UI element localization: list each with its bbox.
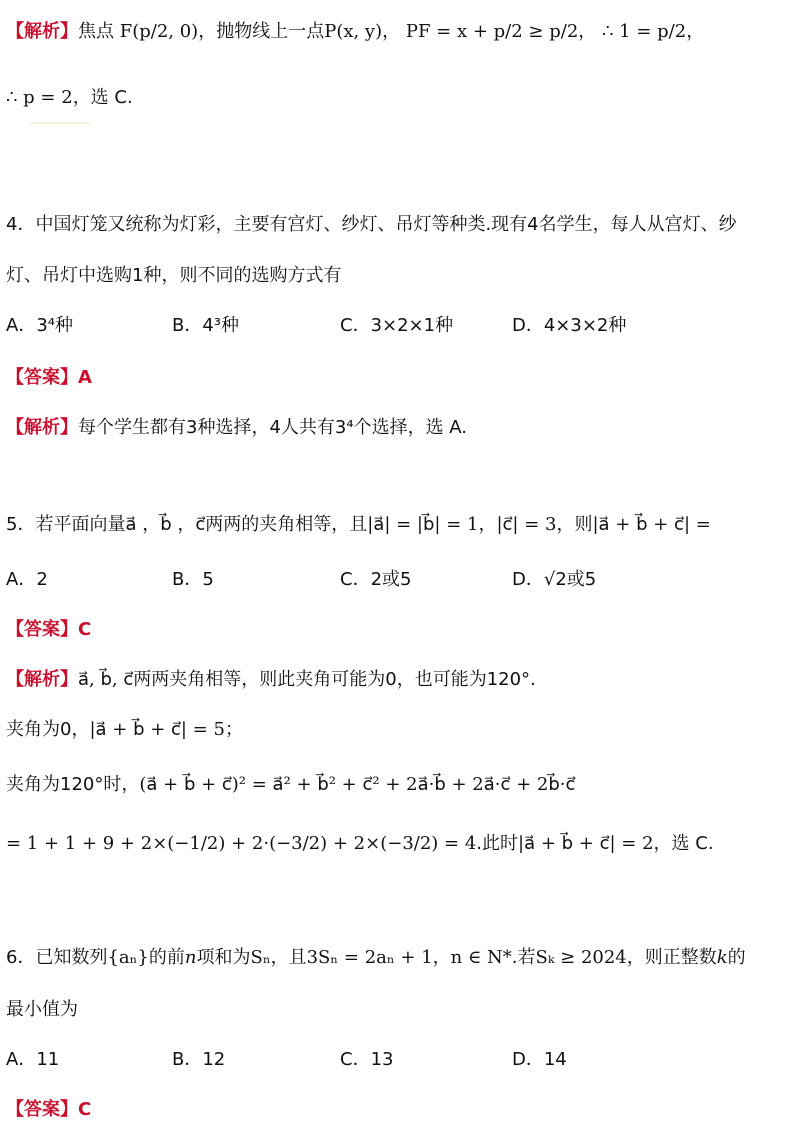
q6-option-d: D．14 — [512, 1049, 567, 1070]
answer-tag: 【答案】 — [6, 1099, 78, 1120]
q4-option-b: B．4³种 — [172, 315, 240, 336]
q5-answer — [6, 618, 91, 642]
q4-stem-line-1: 4．中国灯笼又统称为灯彩，主要有宫灯、纱灯、吊灯等种类.现有4名学生，每人从宫灯、纱 — [6, 214, 737, 235]
q5-option-c: C．2或5 — [340, 569, 412, 590]
q6-stem-line-2: 最小值为 — [6, 999, 78, 1020]
p-equation: ∴ 1 = p/2 — [602, 21, 687, 42]
q6-recurrence: 3Sₙ = 2aₙ + 1 — [306, 947, 433, 968]
q5-stem-line-1: 5．若平面向量a⃗ ，b⃗ ，c⃗两两的夹角相等，且|a⃗| = |b⃗| = 1，|c⃗| = 3，则|a⃗ + b⃗ + c⃗| = — [6, 514, 711, 535]
q4-answer — [6, 366, 92, 390]
q5-target: |a⃗ + b⃗ + c⃗| = — [592, 514, 711, 535]
q5-option-a: A．2 — [6, 569, 48, 590]
q4-analysis — [6, 416, 467, 440]
answer-tag: 【答案】 — [6, 367, 78, 388]
q4-option-d: D．4×3×2种 — [512, 315, 627, 336]
q4-option-c: C．3×2×1种 — [340, 315, 454, 336]
focus-expr: F(p/2, 0) — [119, 21, 199, 42]
q5-option-d: D．√2或5 — [512, 569, 597, 590]
q6-option-a: A．11 — [6, 1049, 60, 1070]
q5-analysis-line-4: = 1 + 1 + 9 + 2×(−1/2) + 2·(−3/2) + 2×(−3/2) = 4.此时|a⃗ + b⃗ + c⃗| = 2，选 C. — [6, 833, 714, 854]
q6-option-b: B．12 — [172, 1049, 226, 1070]
q4-option-a: A．3⁴种 — [6, 315, 73, 336]
analysis-tag: 【解析】 — [6, 669, 78, 690]
q4-answer-value: A — [78, 367, 92, 388]
q5-vectors: a⃗ ，b⃗ ，c⃗ — [125, 514, 206, 535]
prev-analysis-line-1: 【解析】焦点 F(p/2, 0)，抛物线上一点P(x, y)， PF = x + p/2 ≥ p/2， ∴ 1 = p/2， — [6, 21, 705, 42]
q5-answer-value: C — [78, 619, 92, 640]
q5-analysis-line-2: 夹角为0，|a⃗ + b⃗ + c⃗| = 5； — [6, 719, 243, 740]
q5-analysis-line-3: 夹角为120°时，(a⃗ + b⃗ + c⃗)² = a⃗² + b⃗² + c⃗² + 2a⃗·b⃗ + 2a⃗·c⃗ + 2b⃗·c⃗ — [6, 774, 576, 795]
q4-stem-line-2: 灯、吊灯中选购1种，则不同的选购方式有 — [6, 265, 342, 286]
q5-option-b: B．5 — [172, 569, 214, 590]
prev-analysis-line-2: ∴ p = 2，选 C. — [6, 87, 133, 108]
q4-analysis-text: 每个学生都有3种选择，4人共有3⁴个选择，选 A. — [78, 417, 468, 438]
point-expr: P(x, y) — [324, 21, 383, 42]
q6-answer-value: C — [78, 1099, 92, 1120]
analysis-tag: 【解析】 — [6, 21, 78, 42]
pf-equation: PF = x + p/2 ≥ p/2 — [405, 21, 579, 42]
q5-condition: |a⃗| = |b⃗| = 1，|c⃗| = 3 — [367, 514, 557, 535]
p-result: ∴ p = 2 — [6, 87, 73, 108]
q6-stem-line-1: 6．已知数列{aₙ}的前n项和为Sₙ，且3Sₙ = 2aₙ + 1，n ∈ N*.若Sₖ ≥ 2024，则正整数k的 — [6, 947, 746, 968]
analysis-tag: 【解析】 — [6, 417, 78, 438]
answer-tag: 【答案】 — [6, 619, 78, 640]
q6-answer — [6, 1098, 91, 1122]
q5-analysis-line-1: 【解析】a⃗, b⃗, c⃗两两夹角相等，则此夹角可能为0，也可能为120°. — [6, 669, 536, 690]
q6-option-c: C．13 — [340, 1049, 394, 1070]
divider-mark — [30, 122, 90, 124]
